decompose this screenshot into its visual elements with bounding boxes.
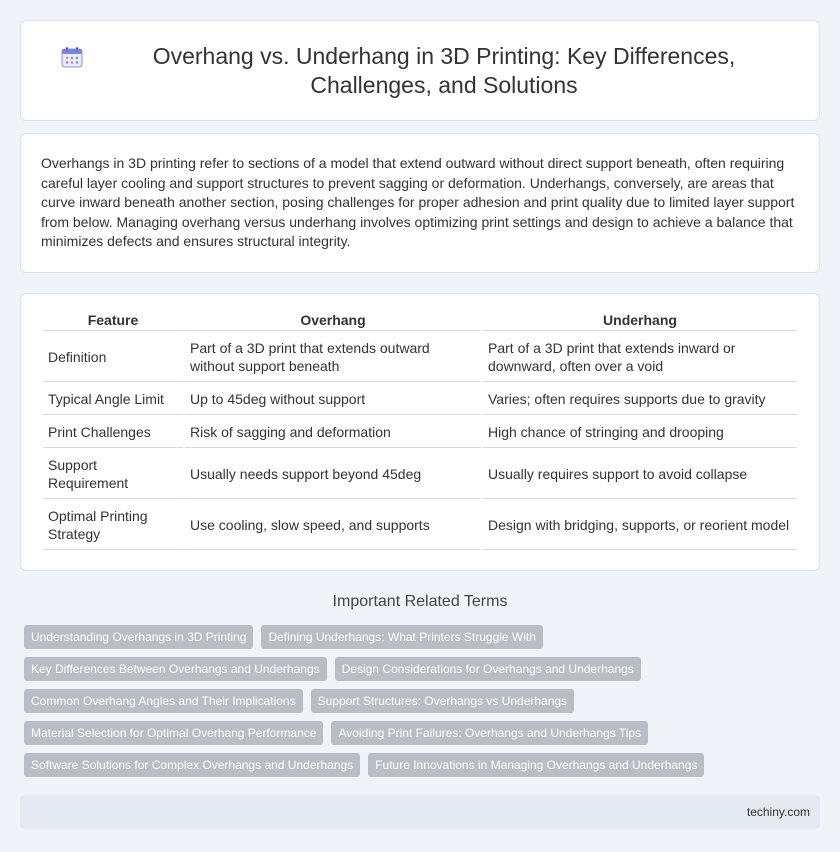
related-term-tag[interactable]: Material Selection for Optimal Overhang Performance <box>24 721 323 745</box>
row-overhang: Risk of sagging and deformation <box>185 417 481 448</box>
header-feature: Feature <box>43 306 183 331</box>
page-title: Overhang vs. Underhang in 3D Printing: Key Differences, Challenges, and Solutions <box>152 42 736 98</box>
row-feature: Support Requirement <box>43 450 183 499</box>
comparison-table <box>41 304 799 552</box>
row-underhang: High chance of stringing and drooping <box>483 417 797 448</box>
intro-card <box>20 133 820 273</box>
related-term-tag[interactable]: Understanding Overhangs in 3D Printing <box>24 625 253 649</box>
calendar-icon <box>61 46 83 68</box>
row-underhang: Varies; often requires supports due to gravity <box>483 384 797 415</box>
related-term-tag[interactable]: Defining Underhangs: What Printers Struggle With <box>261 625 542 649</box>
row-overhang: Up to 45deg without support <box>185 384 481 415</box>
table-row <box>43 417 797 448</box>
related-term-tag[interactable]: Future Innovations in Managing Overhangs and Underhangs <box>368 753 704 777</box>
row-feature: Definition <box>43 333 183 382</box>
comparison-card <box>20 293 820 571</box>
table-row <box>43 450 797 499</box>
row-overhang: Usually needs support beyond 45deg <box>185 450 481 499</box>
header-card <box>20 20 820 121</box>
related-term-tag[interactable]: Software Solutions for Complex Overhangs and Underhangs <box>24 753 360 777</box>
table-row <box>43 333 797 382</box>
related-term-tag[interactable]: Design Considerations for Overhangs and Underhangs <box>335 657 641 681</box>
related-term-tag[interactable]: Avoiding Print Failures: Overhangs and Underhangs Tips <box>331 721 648 745</box>
row-underhang: Usually requires support to avoid collapse <box>483 450 797 499</box>
row-overhang: Use cooling, slow speed, and supports <box>185 501 481 550</box>
header-underhang: Underhang <box>483 306 797 331</box>
row-feature: Typical Angle Limit <box>43 384 183 415</box>
related-terms-title: Important Related Terms <box>332 593 508 610</box>
header-overhang: Overhang <box>185 306 481 331</box>
related-terms-tags <box>20 625 720 777</box>
row-underhang: Design with bridging, supports, or reorient model <box>483 501 797 550</box>
row-overhang: Part of a 3D print that extends outward without support beneath <box>185 333 481 382</box>
related-term-tag[interactable]: Support Structures: Overhangs vs Underhangs <box>311 689 574 713</box>
table-row <box>43 384 797 415</box>
related-terms-section <box>20 593 820 777</box>
row-underhang: Part of a 3D print that extends inward or downward, often over a void <box>483 333 797 382</box>
row-feature: Print Challenges <box>43 417 183 448</box>
row-feature: Optimal Printing Strategy <box>43 501 183 550</box>
intro-paragraph: Overhangs in 3D printing refer to sections of a model that extend outward without direct support beneath, often requiring careful layer cooling and support structures to prevent sagging or deformation. Underhangs, conversely, are areas that curve inward beneath another section, posing challenges for proper adhesion and print quality due to limited layer support from below. Managing overhang versus underhang involves optimizing print settings and design to achieve a balance that minimizes defects and ensures structural integrity. <box>41 155 795 250</box>
footer <box>20 795 820 829</box>
table-row <box>43 501 797 550</box>
footer-site-link[interactable]: techiny.com <box>746 805 810 819</box>
related-term-tag[interactable]: Common Overhang Angles and Their Implications <box>24 689 303 713</box>
related-term-tag[interactable]: Key Differences Between Overhangs and Underhangs <box>24 657 327 681</box>
table-header-row <box>43 306 797 331</box>
